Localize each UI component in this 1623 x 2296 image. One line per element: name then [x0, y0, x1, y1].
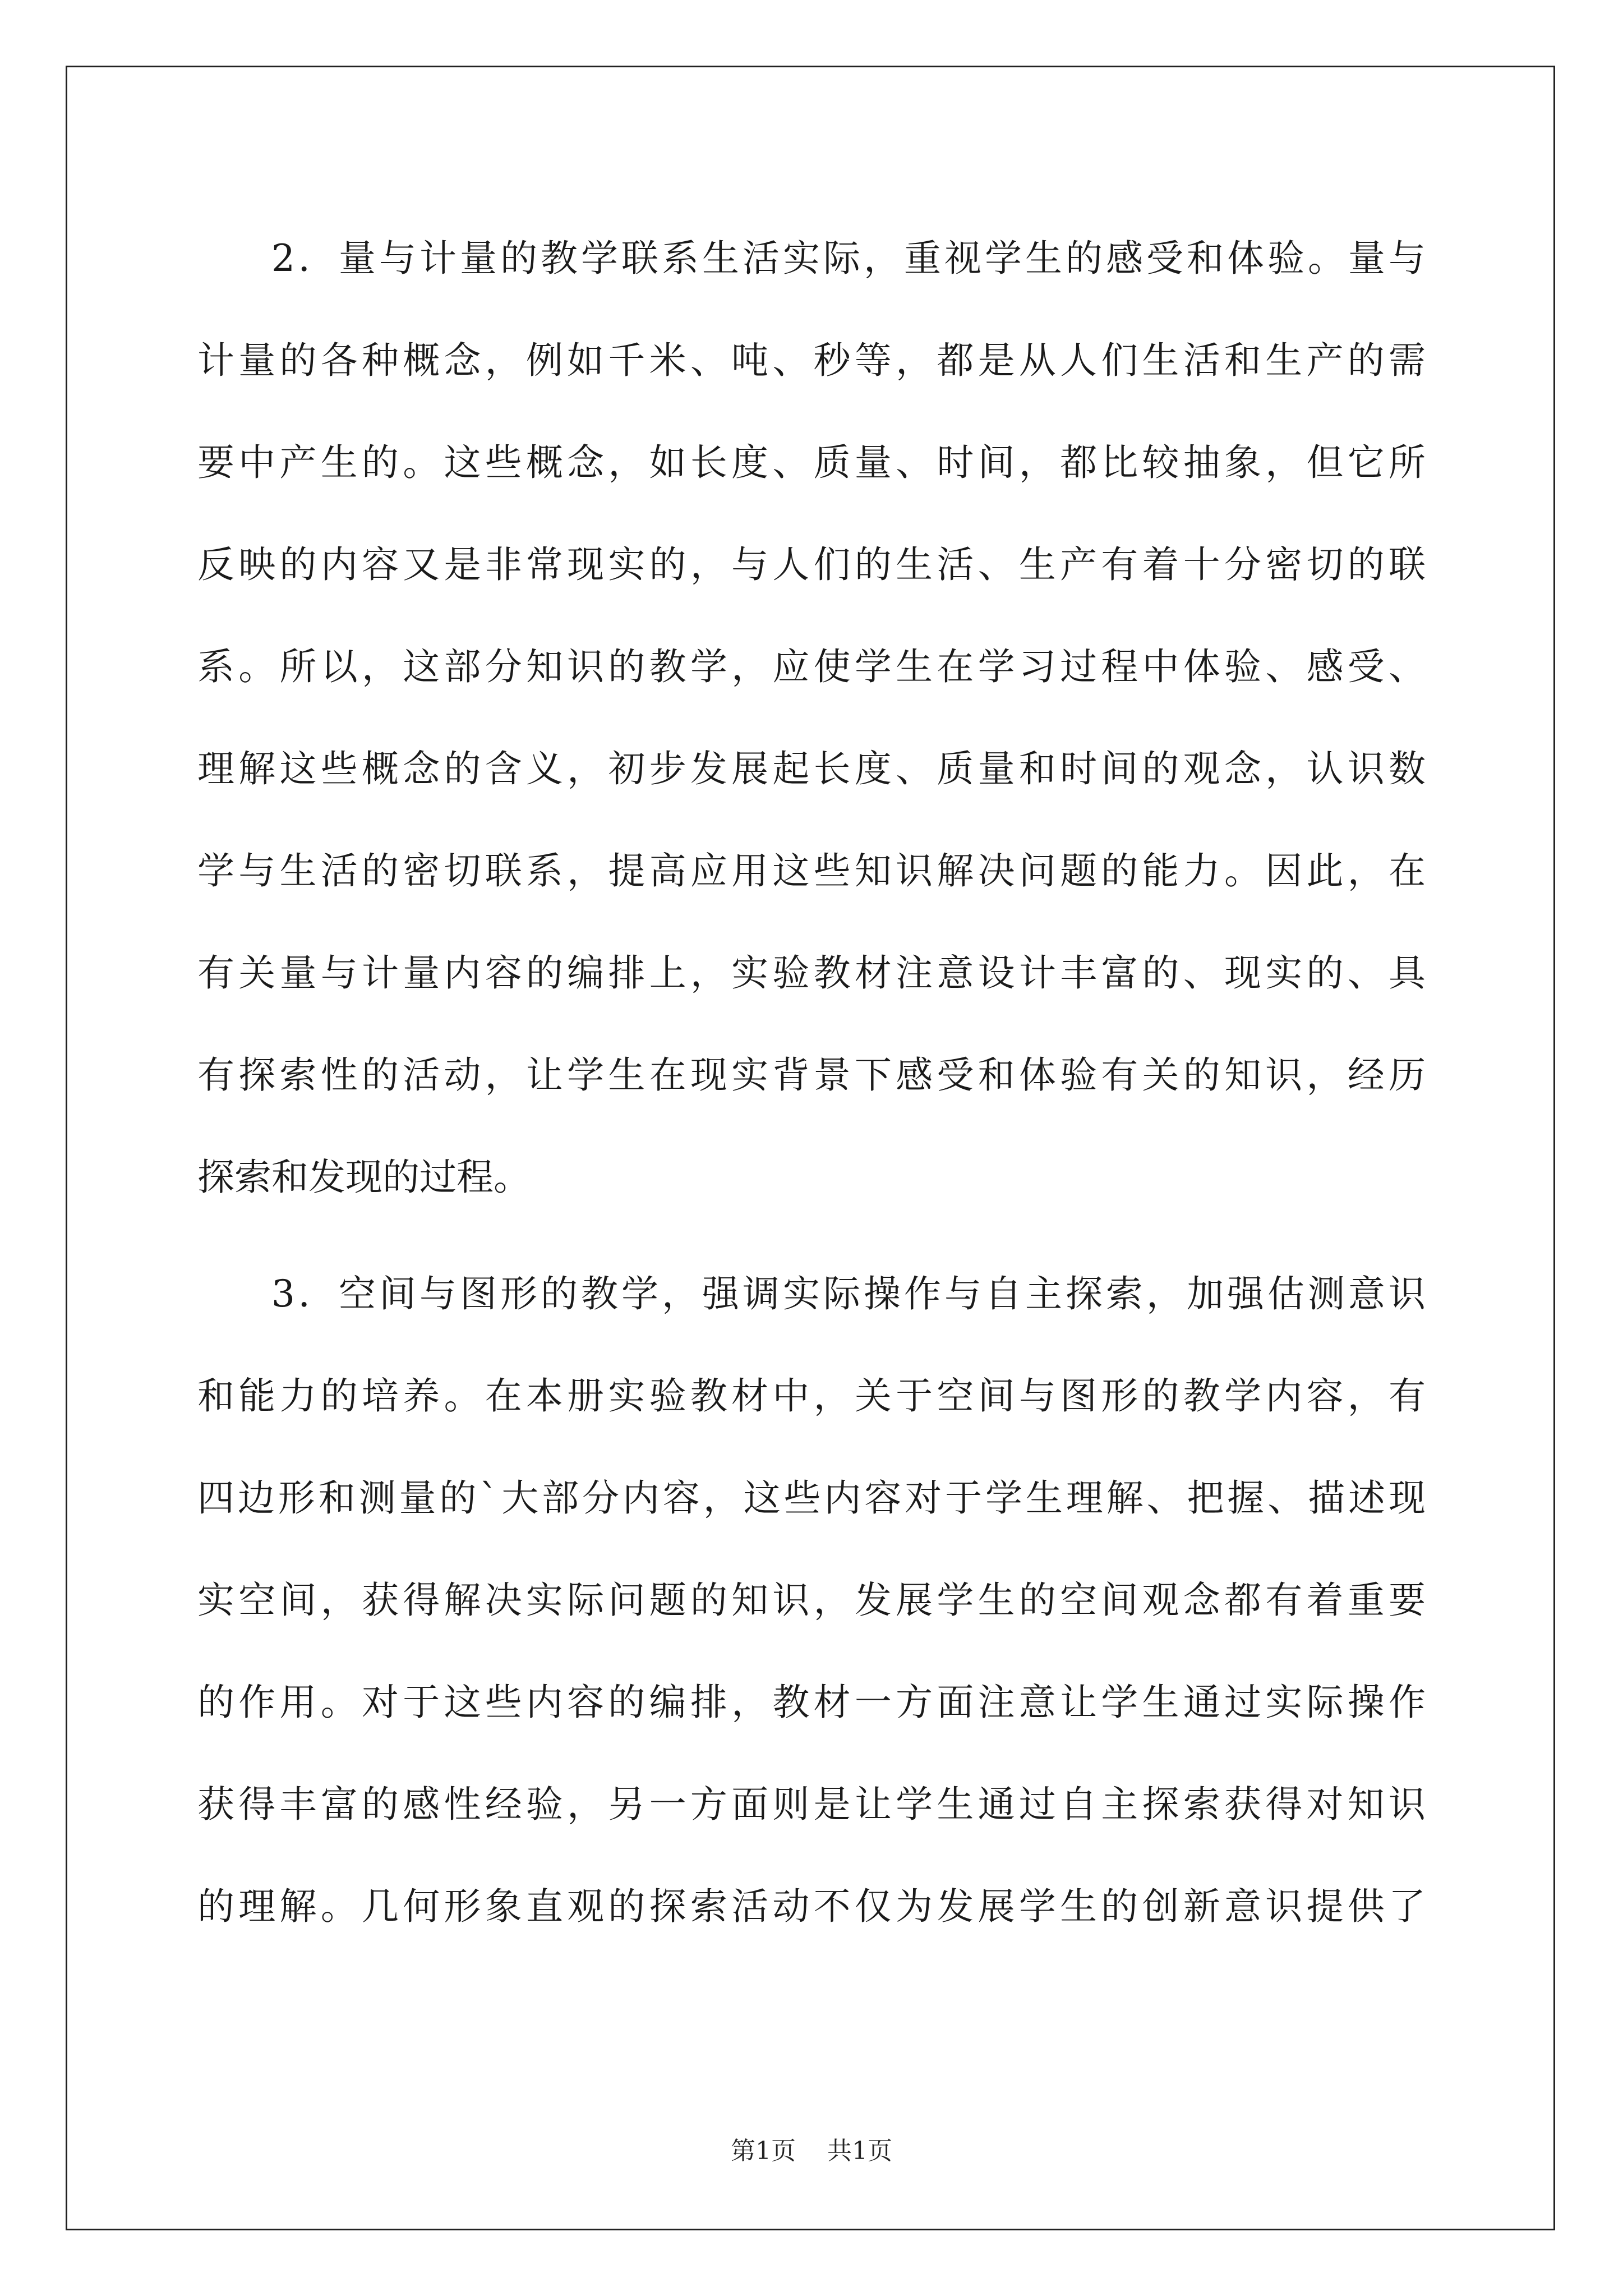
text-line: 3．空间与图形的教学，强调实际操作与自主探索，加强估测意识 [271, 1272, 1426, 1315]
page-footer [0, 2134, 1623, 2168]
paragraph-spacer [197, 1228, 1426, 1243]
text-line: 探索和发现的过程。 [197, 1156, 531, 1199]
text-line: 2．量与计量的教学联系生活实际，重视学生的感受和体验。量与 [271, 237, 1426, 280]
text-line: 反映的内容又是非常现实的，与人们的生活、生产有着十分密切的联 [197, 543, 1426, 586]
text-line: 理解这些概念的含义，初步发展起长度、质量和时间的观念，认识数 [197, 747, 1426, 790]
text-line: 计量的各种概念，例如千米、吨、秒等，都是从人们生活和生产的需 [197, 339, 1426, 382]
text-line: 获得丰富的感性经验，另一方面则是让学生通过自主探索获得对知识 [197, 1783, 1426, 1826]
paragraph-3 [197, 1243, 1426, 1958]
page-number-total: 共1页 [827, 2137, 892, 2165]
text-line: 实空间，获得解决实际问题的知识，发展学生的空间观念都有着重要 [197, 1579, 1426, 1622]
paragraph-2 [197, 208, 1426, 1228]
text-line: 有关量与计量内容的编排上，实验教材注意设计丰富的、现实的、具 [197, 951, 1426, 995]
text-line: 的作用。对于这些内容的编排，教材一方面注意让学生通过实际操作 [197, 1681, 1426, 1724]
document-body [197, 208, 1426, 1958]
page-number-current: 第1页 [731, 2137, 796, 2165]
text-line: 四边形和测量的`大部分内容，这些内容对于学生理解、把握、描述现 [197, 1476, 1426, 1520]
text-line: 有探索性的活动，让学生在现实背景下感受和体验有关的知识，经历 [197, 1053, 1426, 1097]
text-line: 和能力的培养。在本册实验教材中，关于空间与图形的教学内容，有 [197, 1374, 1426, 1418]
text-line: 要中产生的。这些概念，如长度、质量、时间，都比较抽象，但它所 [197, 441, 1426, 484]
text-line: 的理解。几何形象直观的探索活动不仅为发展学生的创新意识提供了 [197, 1885, 1426, 1928]
text-line: 系。所以，这部分知识的教学，应使学生在学习过程中体验、感受、 [197, 645, 1426, 688]
text-line: 学与生活的密切联系，提高应用这些知识解决问题的能力。因此，在 [197, 849, 1426, 892]
